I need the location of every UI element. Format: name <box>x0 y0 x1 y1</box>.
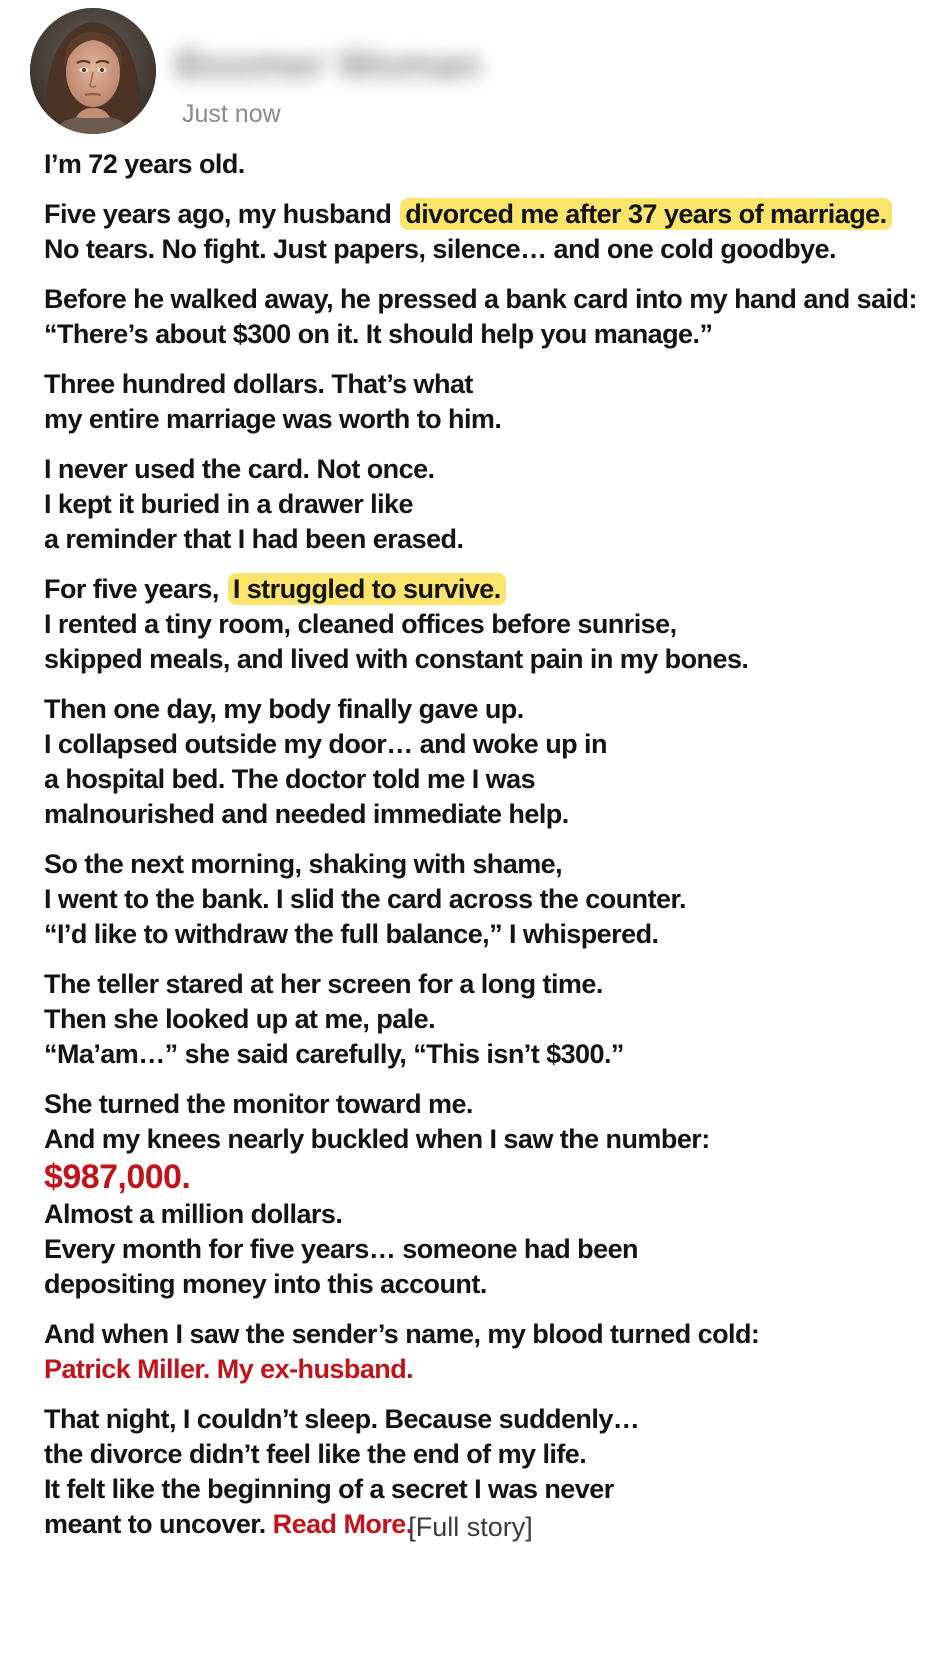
paragraph-11 <box>44 1317 924 1387</box>
text-segment: For five years, <box>44 574 219 604</box>
author-avatar[interactable] <box>30 8 156 134</box>
post-body <box>44 147 924 1557</box>
paragraph-7 <box>44 692 924 832</box>
text-line: So the next morning, shaking with shame, <box>44 849 563 879</box>
text-line: Then she looked up at me, pale. <box>44 1004 436 1034</box>
text-line: Before he walked away, he pressed a bank card into my hand and said: <box>44 284 917 314</box>
paragraph-10 <box>44 1087 924 1302</box>
highlighted-phrase: I struggled to survive. <box>228 573 506 605</box>
text-line: Almost a million dollars. <box>44 1199 343 1229</box>
text-line: Every month for five years… someone had been <box>44 1234 638 1264</box>
text-line: “Ma’am…” she said carefully, “This isn’t $300.” <box>44 1039 624 1069</box>
text-line: malnourished and needed immediate help. <box>44 799 569 829</box>
text-line: The teller stared at her screen for a long time. <box>44 969 603 999</box>
post-timestamp: Just now <box>182 100 281 128</box>
text-line <box>44 197 924 232</box>
text-line: And my knees nearly buckled when I saw the number: <box>44 1124 710 1154</box>
text-line: Three hundred dollars. That’s what <box>44 369 473 399</box>
text-line: I rented a tiny room, cleaned offices before sunrise, <box>44 609 677 639</box>
text-line: my entire marriage was worth to him. <box>44 404 502 434</box>
text-line: “I’d like to withdraw the full balance,” I whispered. <box>44 919 659 949</box>
text-line: That night, I couldn’t sleep. Because suddenly… <box>44 1404 640 1434</box>
highlighted-phrase: divorced me after 37 years of marriage. <box>400 198 891 230</box>
text-line: She turned the monitor toward me. <box>44 1089 473 1119</box>
woman-portrait-avatar-icon <box>30 8 156 134</box>
text-line: I collapsed outside my door… and woke up in <box>44 729 607 759</box>
text-line: No tears. No fight. Just papers, silence… and one cold goodbye. <box>44 234 836 264</box>
paragraph-2 <box>44 197 924 267</box>
text-line: Then one day, my body finally gave up. <box>44 694 524 724</box>
paragraph-5 <box>44 452 924 557</box>
text-line: a reminder that I had been erased. <box>44 524 464 554</box>
read-more-link[interactable]: Read More. <box>272 1509 413 1539</box>
text-line: depositing money into this account. <box>44 1269 487 1299</box>
text-line: And when I saw the sender’s name, my blood turned cold: <box>44 1319 760 1349</box>
paragraph-9 <box>44 967 924 1072</box>
text-line: I went to the bank. I slid the card across the counter. <box>44 884 686 914</box>
paragraph-8 <box>44 847 924 952</box>
post-header <box>30 8 910 136</box>
text-line: It felt like the beginning of a secret I was never <box>44 1474 614 1504</box>
text-segment: Five years ago, my husband <box>44 199 392 229</box>
text-line: I kept it buried in a drawer like <box>44 489 413 519</box>
text-line <box>44 572 924 607</box>
text-line: skipped meals, and lived with constant pain in my bones. <box>44 644 749 674</box>
text-line: “There’s about $300 on it. It should help you manage.” <box>44 319 713 349</box>
paragraph-6 <box>44 572 924 677</box>
text-segment: meant to uncover. <box>44 1509 266 1539</box>
full-story-link[interactable]: [Full story] <box>408 1512 533 1542</box>
paragraph-4 <box>44 367 924 437</box>
text-line: I never used the card. Not once. <box>44 454 435 484</box>
paragraph-3 <box>44 282 924 352</box>
text-line: the divorce didn’t feel like the end of my life. <box>44 1439 587 1469</box>
author-name[interactable]: Boomer Woman <box>175 43 481 87</box>
paragraph-1 <box>44 147 924 182</box>
text-line: a hospital bed. The doctor told me I was <box>44 764 536 794</box>
sender-name-emphasis: Patrick Miller. My ex-husband. <box>44 1354 414 1384</box>
text-line: I’m 72 years old. <box>44 149 245 179</box>
balance-amount: $987,000. <box>44 1158 191 1196</box>
